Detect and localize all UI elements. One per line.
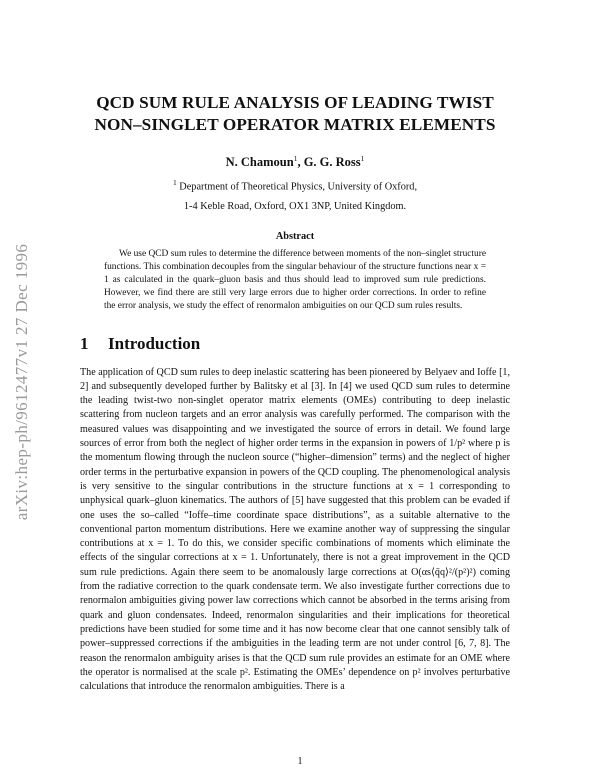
section-number: 1 — [80, 333, 89, 353]
affiliation-mark: 1 — [360, 154, 365, 163]
author-ross: G. G. Ross — [303, 155, 361, 170]
affiliation-line-1: Department of Theoretical Physics, University of Oxford, — [179, 181, 418, 193]
affiliation-footnote-mark: 1 — [172, 178, 177, 188]
affiliation-line-2: 1-4 Keble Road, Oxford, OX1 3NP, United Kingdom. — [183, 200, 407, 212]
author-chamoun: N. Chamoun — [225, 155, 294, 170]
affiliation — [80, 173, 510, 215]
paper-page — [80, 92, 510, 694]
author-separator: , — [297, 155, 304, 170]
abstract-heading: Abstract — [275, 230, 315, 242]
title-line-2: NON–SINGLET OPERATOR MATRIX ELEMENTS — [94, 115, 496, 134]
affiliation-mark: 1 — [293, 154, 298, 163]
arxiv-identifier: arXiv:hep-ph/9612477v1 27 Dec 1996 — [12, 243, 31, 521]
author-list — [80, 154, 510, 170]
section-heading — [80, 334, 510, 354]
paper-title — [80, 92, 510, 136]
introduction-text: The application of QCD sum rules to deep inelastic scattering has been pioneered by Belyaev and Ioffe [1, 2] and subsequently developed further by Balitsky et al [3]. In [4] we used QCD sum rules to determine the leading twist-two non-singlet operator matrix elements (OMEs) contributing to deep inelastic scattering from nucleon targets and an error analysis was carefully performed. The comparison with the measured values was disappointing and we investigated the source of errors in detail. We found large sources of error from both the neglect of higher order terms in the expansion in powers of 1/p² where p is the momentum flowing through the nucleon source (“higher–dimension” terms) and the neglect of higher order terms in the perturbative expansion in powers of the QCD coupling. The phenomenological analysis is very sensitive to the singular contributions in the structure functions at x = 1 corresponding to unphysical quark–gluon kinematics. The authors of [5] have suggested that this problem can be evaded if one uses the so–called “Ioffe–time coordinate space distributions”, as a suitable alternative to the conventional parton momentum distributions. Here we examine another way of suppressing the singular contributions at x = 1. To do this, we consider specific combinations of moments which eliminate the effects of the singular corrections at x = 1. Unfortunately, there is not a great improvement in the QCD sum rule predictions. Again there seem to be anomalously large corrections at O(αs⟨q̄q⟩²/(p²)²) coming from the radiative correction to the quark condensate term. We also investigate further corrections due to renormalon ambiguities giving power law corrections which cannot be absorbed in the terms arising from quark and gluon condensates. Indeed, renormalon singularities and their implications for theoretical predictions have been studied for some time and it has now become clear that one cannot sensibly talk of power–suppressed corrections if the ambiguities in the leading term are not under control [6, 7, 8]. The reason the renormalon ambiguity arises is that the QCD sum rule provides an estimate for an OME where the operator is normalised at the scale p². Estimating the OMEs’ dependence on p² involves perturbative calculations that introduce the renormalon ambiguities. There is a — [80, 366, 510, 693]
page-number: 1 — [297, 756, 303, 767]
title-line-1: QCD SUM RULE ANALYSIS OF LEADING TWIST — [96, 93, 494, 112]
section-title: Introduction — [108, 333, 201, 353]
abstract-text: We use QCD sum rules to determine the difference between moments of the non–singlet structure functions. This combination decouples from the singular behaviour of the structure functions near x = 1 as calculated in the quark–gluon basis and thus should lead to improved sum rule predictions. However, we find there are still very large errors due to higher order corrections. In order to refine the error analysis, we study the effect of renormalon ambiguities on our QCD sum rules results. — [104, 248, 486, 312]
